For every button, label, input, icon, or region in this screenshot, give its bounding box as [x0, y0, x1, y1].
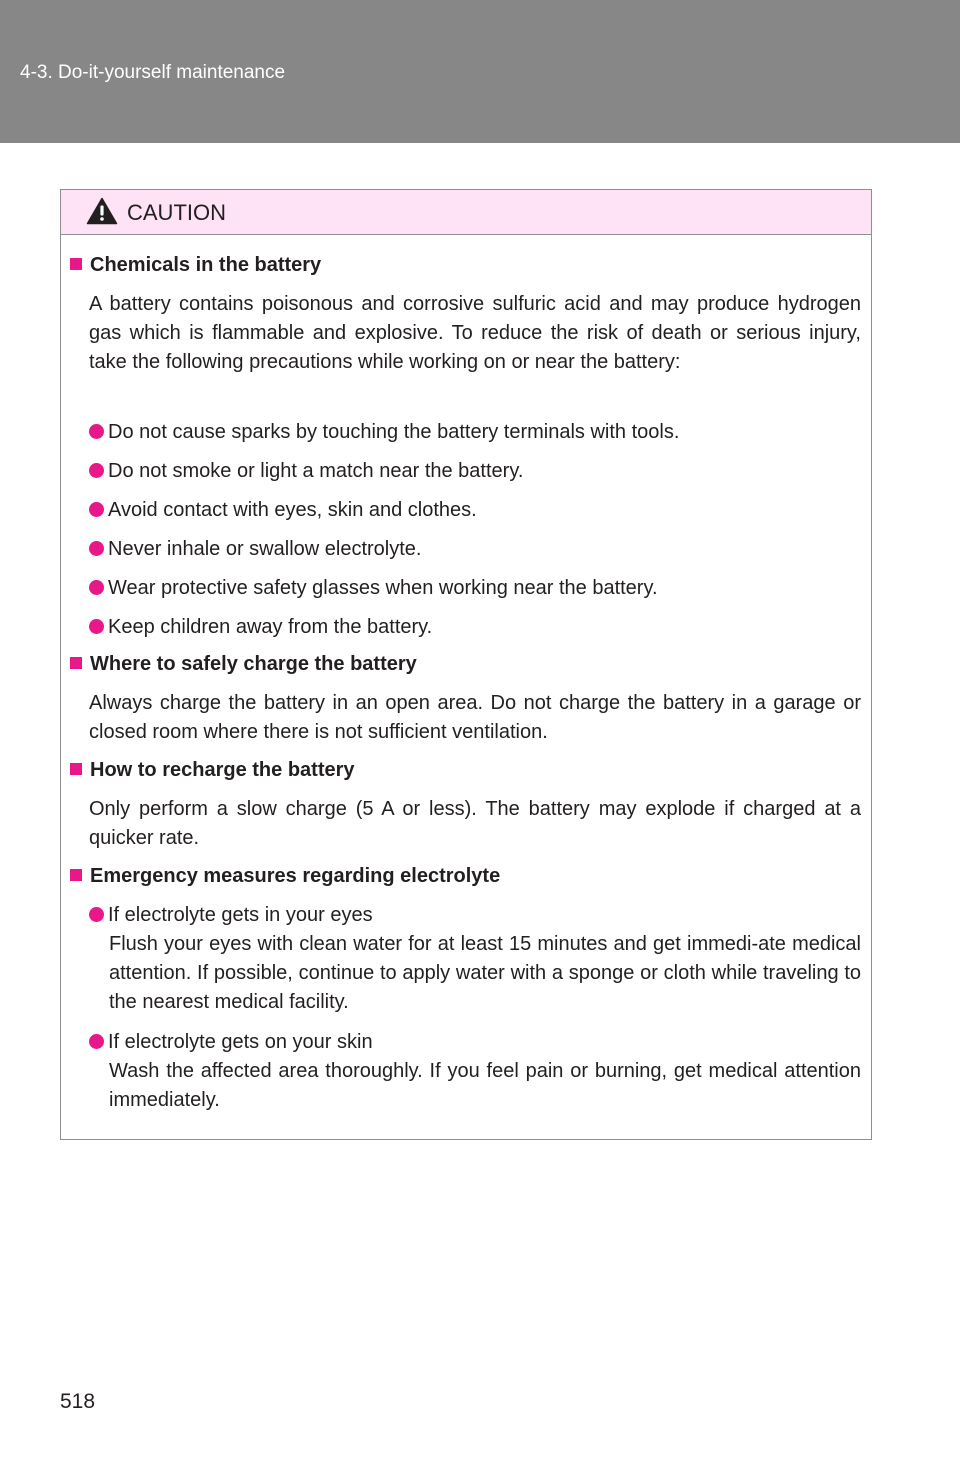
section-body: Only perform a slow charge (5 A or less). The battery may explode if charged at a quicker rate. — [89, 798, 861, 849]
list-item: Never inhale or swallow electrolyte. — [89, 535, 861, 564]
circle-bullet-icon — [89, 580, 104, 595]
caution-label: CAUTION — [127, 200, 226, 225]
list-item: If electrolyte gets on your skin — [89, 1028, 861, 1057]
page-header — [0, 0, 960, 143]
caution-header — [61, 190, 871, 235]
circle-bullet-icon — [89, 1034, 104, 1049]
circle-bullet-icon — [89, 424, 104, 439]
circle-bullet-icon — [89, 541, 104, 556]
list-item: Keep children away from the battery. — [89, 613, 861, 642]
circle-bullet-icon — [89, 502, 104, 517]
section-heading: Where to safely charge the battery — [70, 653, 417, 676]
square-bullet-icon — [70, 763, 82, 775]
square-bullet-icon — [70, 258, 82, 270]
list-item-text: Wash the affected area thoroughly. If you feel pain or burning, get medical attention immediately. — [109, 1060, 861, 1111]
page-number: 518 — [60, 1390, 96, 1413]
circle-bullet-icon — [89, 907, 104, 922]
section-heading: Emergency measures regarding electrolyte — [70, 865, 500, 888]
list-item: Avoid contact with eyes, skin and clothes. — [89, 496, 861, 525]
list-item: Do not smoke or light a match near the battery. — [89, 457, 861, 486]
circle-bullet-icon — [89, 463, 104, 478]
square-bullet-icon — [70, 657, 82, 669]
section-title: 4-3. Do-it-yourself maintenance — [20, 62, 286, 83]
section-body: A battery contains poisonous and corrosive sulfuric acid and may produce hydrogen gas which is flammable and explosive. To reduce the risk of death or serious injury, take the following precautions while working on or near the battery: — [89, 293, 861, 373]
section-body: Always charge the battery in an open area. Do not charge the battery in a garage or closed room where there is not sufficient ventilation. — [89, 692, 861, 743]
list-item: If electrolyte gets in your eyes — [89, 901, 861, 930]
list-item-text: Flush your eyes with clean water for at least 15 minutes and get immedi-ate medical attention. If possible, continue to apply water with a sponge or cloth while traveling to the nearest medical facility. — [109, 933, 861, 1013]
section-heading: Chemicals in the battery — [70, 254, 321, 277]
square-bullet-icon — [70, 869, 82, 881]
list-item: Wear protective safety glasses when working near the battery. — [89, 574, 861, 603]
circle-bullet-icon — [89, 619, 104, 634]
section-heading: How to recharge the battery — [70, 759, 355, 782]
warning-triangle-icon — [86, 197, 118, 225]
list-item: Do not cause sparks by touching the battery terminals with tools. — [89, 418, 861, 447]
caution-box — [60, 189, 872, 1140]
